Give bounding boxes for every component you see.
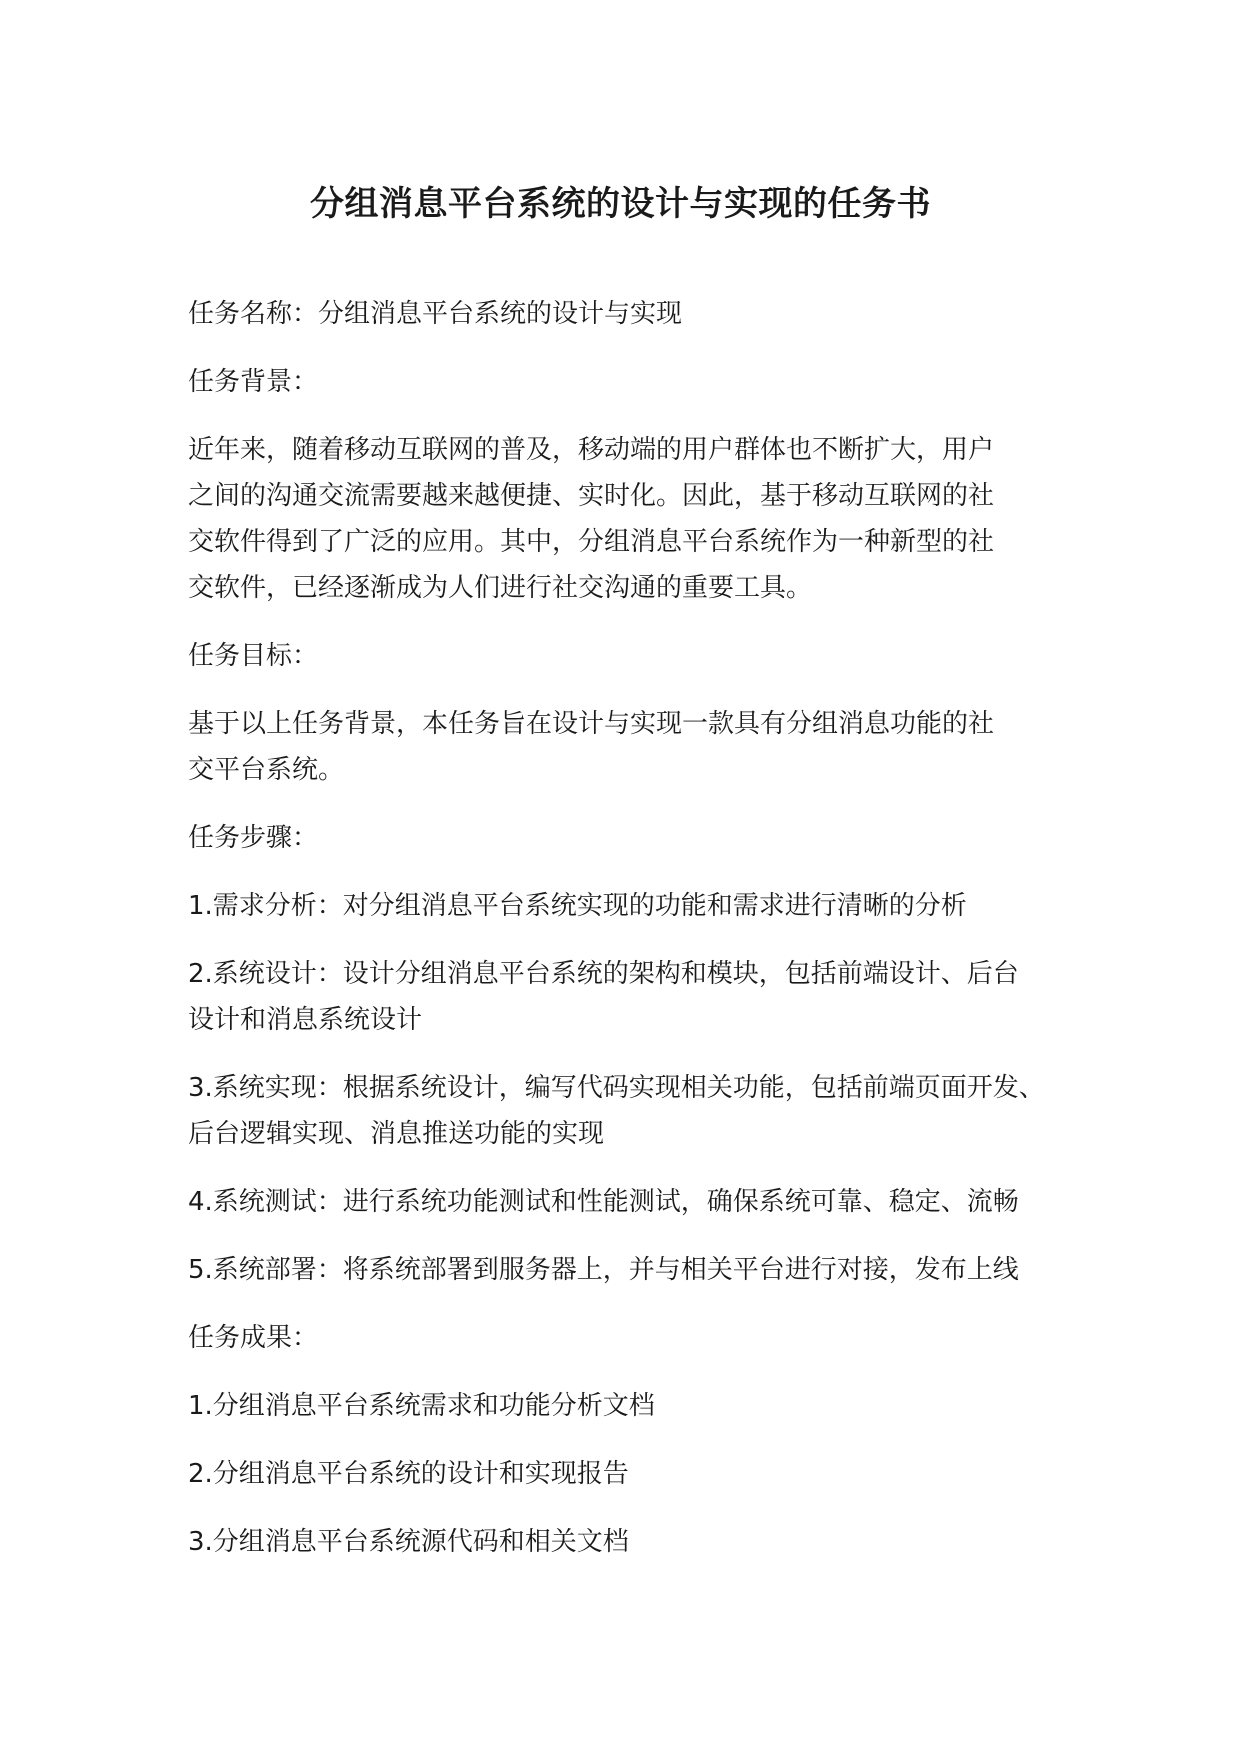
step-2-line: 2.系统设计：设计分组消息平台系统的架构和模块，包括前端设计、后台 <box>188 959 1019 989</box>
background-line: 近年来，随着移动互联网的普及，移动端的用户群体也不断扩大，用户 <box>188 435 995 465</box>
document-title: 分组消息平台系统的设计与实现的任务书 <box>310 184 931 224</box>
steps-heading: 任务步骤： <box>188 823 319 853</box>
background-line: 交软件，已经逐渐成为人们进行社交沟通的重要工具。 <box>188 573 813 603</box>
document-body <box>188 291 1068 1587</box>
goal-line: 交平台系统。 <box>188 755 345 785</box>
background-line: 交软件得到了广泛的应用。其中，分组消息平台系统作为一种新型的社 <box>188 527 995 557</box>
background-heading: 任务背景： <box>188 367 319 397</box>
step-2-line: 设计和消息系统设计 <box>188 1005 423 1035</box>
step-4: 4.系统测试：进行系统功能测试和性能测试，确保系统可靠、稳定、流畅 <box>188 1187 1019 1217</box>
step-2 <box>188 951 1068 1043</box>
step-3 <box>188 1065 1068 1157</box>
background-paragraph <box>188 427 1068 611</box>
results-heading: 任务成果： <box>188 1323 319 1353</box>
step-1: 1.需求分析：对分组消息平台系统实现的功能和需求进行清晰的分析 <box>188 891 967 921</box>
task-name: 任务名称：分组消息平台系统的设计与实现 <box>188 299 683 329</box>
result-1: 1.分组消息平台系统需求和功能分析文档 <box>188 1391 655 1421</box>
goal-paragraph <box>188 701 1068 793</box>
step-5: 5.系统部署：将系统部署到服务器上，并与相关平台进行对接，发布上线 <box>188 1255 1019 1285</box>
goal-heading: 任务目标： <box>188 641 319 671</box>
step-3-line: 3.系统实现：根据系统设计，编写代码实现相关功能，包括前端页面开发、 <box>188 1073 1045 1103</box>
result-3: 3.分组消息平台系统源代码和相关文档 <box>188 1527 629 1557</box>
step-3-line: 后台逻辑实现、消息推送功能的实现 <box>188 1119 605 1149</box>
result-2: 2.分组消息平台系统的设计和实现报告 <box>188 1459 629 1489</box>
background-line: 之间的沟通交流需要越来越便捷、实时化。因此，基于移动互联网的社 <box>188 481 995 511</box>
goal-line: 基于以上任务背景，本任务旨在设计与实现一款具有分组消息功能的社 <box>188 709 995 739</box>
